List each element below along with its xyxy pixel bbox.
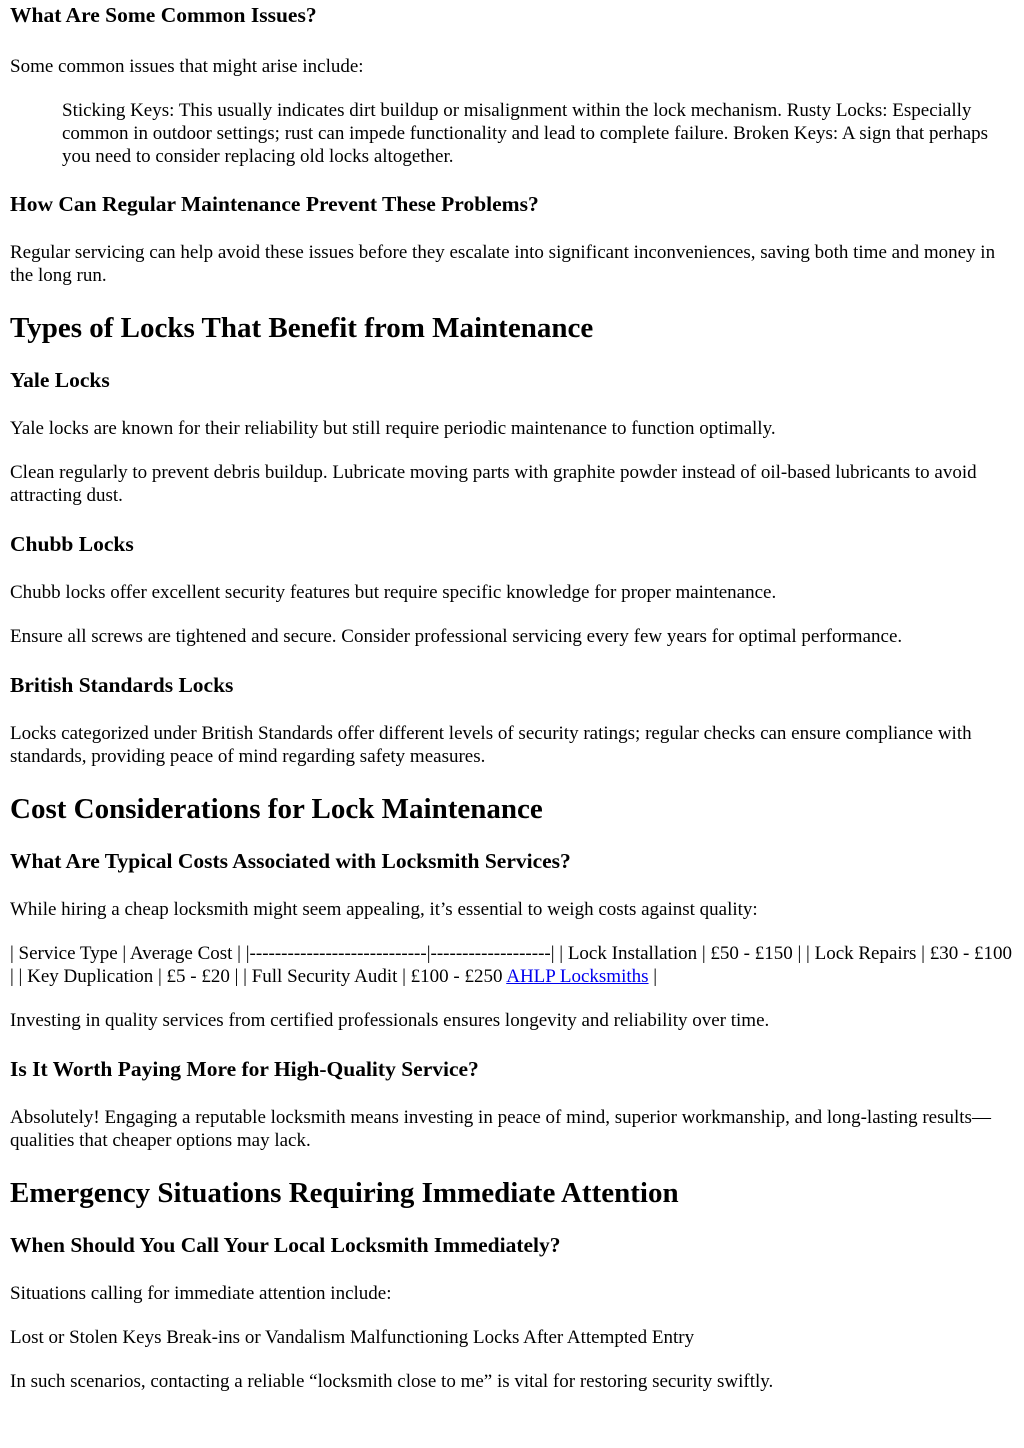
heading-british-standards-locks: British Standards Locks — [10, 673, 234, 697]
heading-common-issues: What Are Some Common Issues? — [10, 3, 317, 27]
emergency-outro: In such scenarios, contacting a reliable “locksmith close to me” is vital for restoring security swiftly. — [10, 1371, 774, 1392]
typical-costs-outro: Investing in quality services from certified professionals ensures longevity and reliability over time. — [10, 1010, 770, 1031]
heading-cost-considerations: Cost Considerations for Lock Maintenance — [10, 793, 543, 825]
cost-table-end: | — [648, 966, 658, 987]
cost-table-rows: | Service Type | Average Cost | |----------------------------|-------------------| | Lock Installation | £50 - £150 | | Lock Repairs | £30 - £100 | | Key Duplication | £5 - £20 | | Full Security Audit | £100 - £250 — [10, 943, 1013, 987]
yale-paragraph-1: Yale locks are known for their reliability but still require periodic maintenance to function optimally. — [10, 418, 776, 439]
common-issues-intro: Some common issues that might arise include: — [10, 56, 364, 77]
heading-call-locksmith-immediately: When Should You Call Your Local Locksmith Immediately? — [10, 1233, 561, 1257]
heading-prevention: How Can Regular Maintenance Prevent These Problems? — [10, 192, 539, 216]
heading-types-of-locks: Types of Locks That Benefit from Maintenance — [10, 312, 594, 344]
yale-paragraph-2: Clean regularly to prevent debris buildup. Lubricate moving parts with graphite powder instead of oil-based lubricants to avoid attracting dust. — [10, 462, 977, 506]
ahlp-locksmiths-link[interactable]: AHLP Locksmiths — [506, 966, 649, 987]
chubb-paragraph-2: Ensure all screws are tightened and secure. Consider professional servicing every few years for optimal performance. — [10, 626, 903, 647]
cost-table-text — [10, 942, 1014, 988]
heading-yale-locks: Yale Locks — [10, 368, 110, 392]
typical-costs-intro: While hiring a cheap locksmith might seem appealing, it’s essential to weigh costs against quality: — [10, 899, 758, 920]
heading-typical-costs: What Are Typical Costs Associated with Locksmith Services? — [10, 849, 571, 873]
article — [0, 2, 1024, 1393]
worth-paying-body: Absolutely! Engaging a reputable locksmith means investing in peace of mind, superior workmanship, and long-lasting results—qualities that cheaper options may lack. — [10, 1107, 991, 1151]
heading-worth-paying-more: Is It Worth Paying More for High-Quality Service? — [10, 1057, 479, 1081]
prevention-body: Regular servicing can help avoid these issues before they escalate into significant inconveniences, saving both time and money in the long run. — [10, 242, 996, 286]
british-paragraph-1: Locks categorized under British Standards offer different levels of security ratings; regular checks can ensure compliance with standards, providing peace of mind regarding safety measures. — [10, 723, 972, 767]
heading-emergency-situations: Emergency Situations Requiring Immediate Attention — [10, 1177, 679, 1209]
heading-chubb-locks: Chubb Locks — [10, 532, 134, 556]
emergency-intro: Situations calling for immediate attention include: — [10, 1283, 392, 1304]
emergency-list: Lost or Stolen Keys Break-ins or Vandalism Malfunctioning Locks After Attempted Entry — [10, 1327, 695, 1348]
chubb-paragraph-1: Chubb locks offer excellent security features but require specific knowledge for proper maintenance. — [10, 582, 777, 603]
common-issues-list: Sticking Keys: This usually indicates dirt buildup or misalignment within the lock mechanism. Rusty Locks: Especially common in outdoor settings; rust can impede functionality and lead to complete failure. Broken Keys: A sign that perhaps you need to consider replacing old locks altogether. — [62, 100, 989, 167]
